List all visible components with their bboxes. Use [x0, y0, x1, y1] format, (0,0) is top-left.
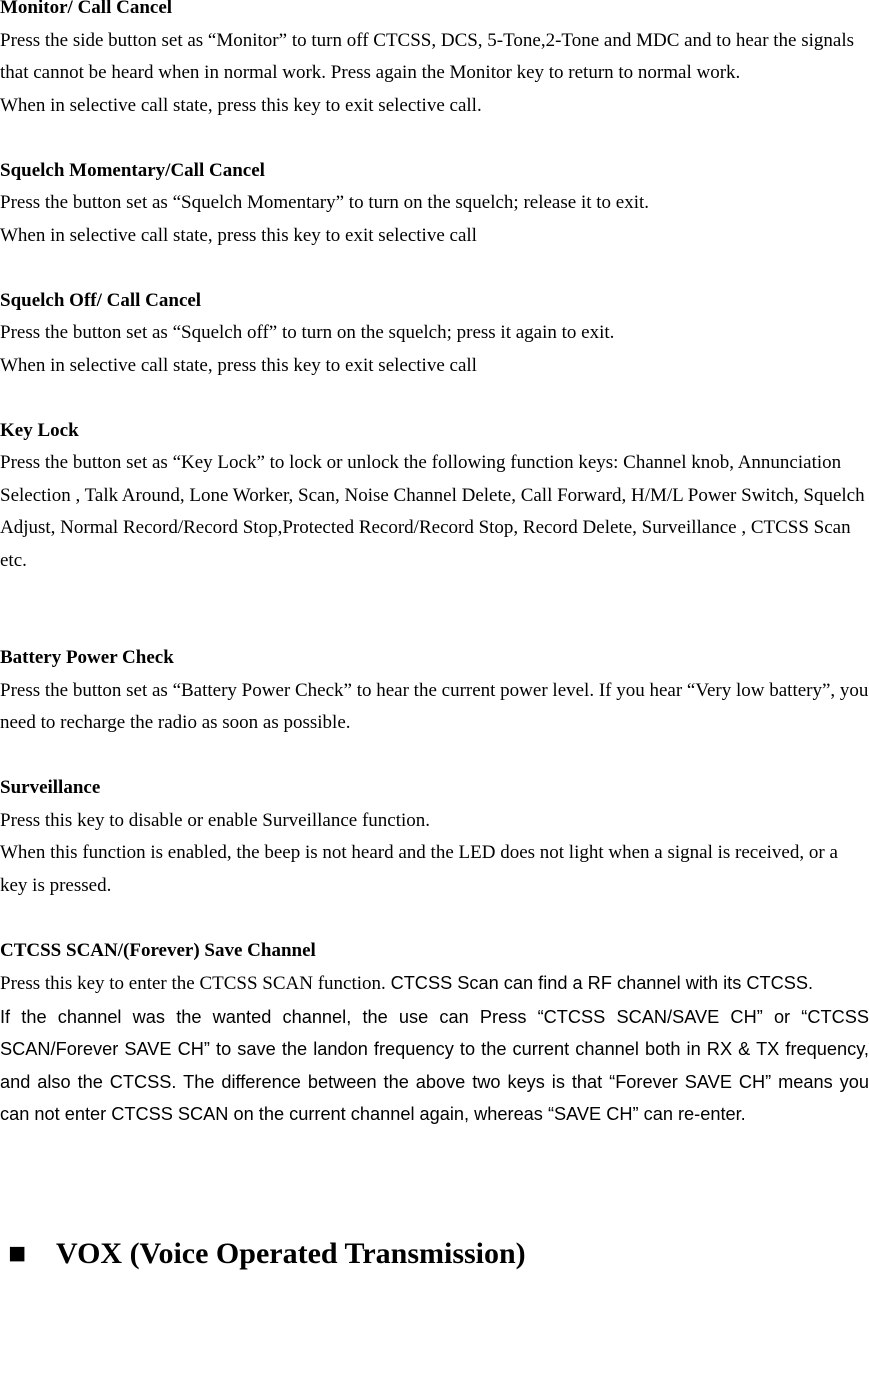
intro-serif-text: Press this key to enter the CTCSS SCAN function.	[0, 973, 386, 994]
section-ctcss-scan-save-channel	[0, 935, 869, 1131]
section-paragraph: When in selective call state, press this key to exit selective call	[0, 354, 477, 376]
section-battery-power-check	[0, 642, 869, 740]
section-paragraph: Press the side button set as “Monitor” to turn off CTCSS, DCS, 5-Tone,2-Tone and MDC and to hear the signals that cannot be heard when in normal work. Press again the Monitor key to return to normal work.	[0, 29, 855, 83]
section-heading: Battery Power Check	[0, 647, 174, 668]
section-key-lock	[0, 415, 869, 578]
section-squelch-momentary	[0, 155, 869, 253]
section-paragraph: When in selective call state, press this key to exit selective call.	[0, 94, 482, 116]
section-surveillance	[0, 772, 869, 902]
section-heading: CTCSS SCAN/(Forever) Save Channel	[0, 939, 316, 961]
section-paragraph: When in selective call state, press this key to exit selective call	[0, 224, 477, 246]
section-heading: Surveillance	[0, 777, 101, 798]
section-heading: Squelch Off/ Call Cancel	[0, 289, 202, 311]
section-heading: Key Lock	[0, 419, 79, 441]
section-paragraph: If the channel was the wanted channel, the use can Press “CTCSS SCAN/SAVE CH” or “CTCSS SCAN/Forever SAVE CH” to save the landon frequency to the current channel both in RX & TX frequency, and also the CTCSS. The difference between the above two keys is that “Forever SAVE CH” means you can not enter CTCSS SCAN on the current channel again, whereas “SAVE CH” can re-enter.	[0, 1006, 869, 1124]
section-heading: Monitor/ Call Cancel	[0, 0, 173, 18]
section-paragraph: When this function is enabled, the beep is not heard and the LED does not light when a signal is received, or a key is pressed.	[0, 842, 838, 896]
section-heading: Squelch Momentary/Call Cancel	[0, 159, 265, 181]
section-paragraph: Press the button set as “Battery Power Check” to hear the current power level. If you hear “Very low battery”, you need to recharge the radio as soon as possible.	[0, 679, 869, 733]
section-monitor-call-cancel	[0, 0, 869, 122]
vox-heading-text: VOX (Voice Operated Transmission)	[56, 1237, 526, 1270]
section-paragraph: Press the button set as “Key Lock” to lock or unlock the following function keys: Channel knob, Annunciation Selection , Talk Around, Lone Worker, Scan, Noise Channel Delete, Call Forward, H/M/L Power Switch, Squelch Adjust, Normal Record/Record Stop,Protected Record/Record Stop, Record Delete, Surveillance , CTCSS Scan etc.	[0, 452, 865, 571]
section-paragraph: Press the button set as “Squelch off” to turn on the squelch; press it again to exit.	[0, 322, 615, 343]
section-squelch-off	[0, 285, 869, 383]
section-paragraph: Press this key to disable or enable Surveillance function.	[0, 809, 431, 831]
section-paragraph: Press the button set as “Squelch Momentary” to turn on the squelch; release it to exit.	[0, 192, 650, 213]
square-bullet-icon: ■	[8, 1237, 27, 1270]
vox-section-heading	[0, 1228, 869, 1274]
section-paragraph	[0, 967, 869, 1001]
intro-sans-text: CTCSS Scan can find a RF channel with its CTCSS.	[390, 973, 814, 993]
